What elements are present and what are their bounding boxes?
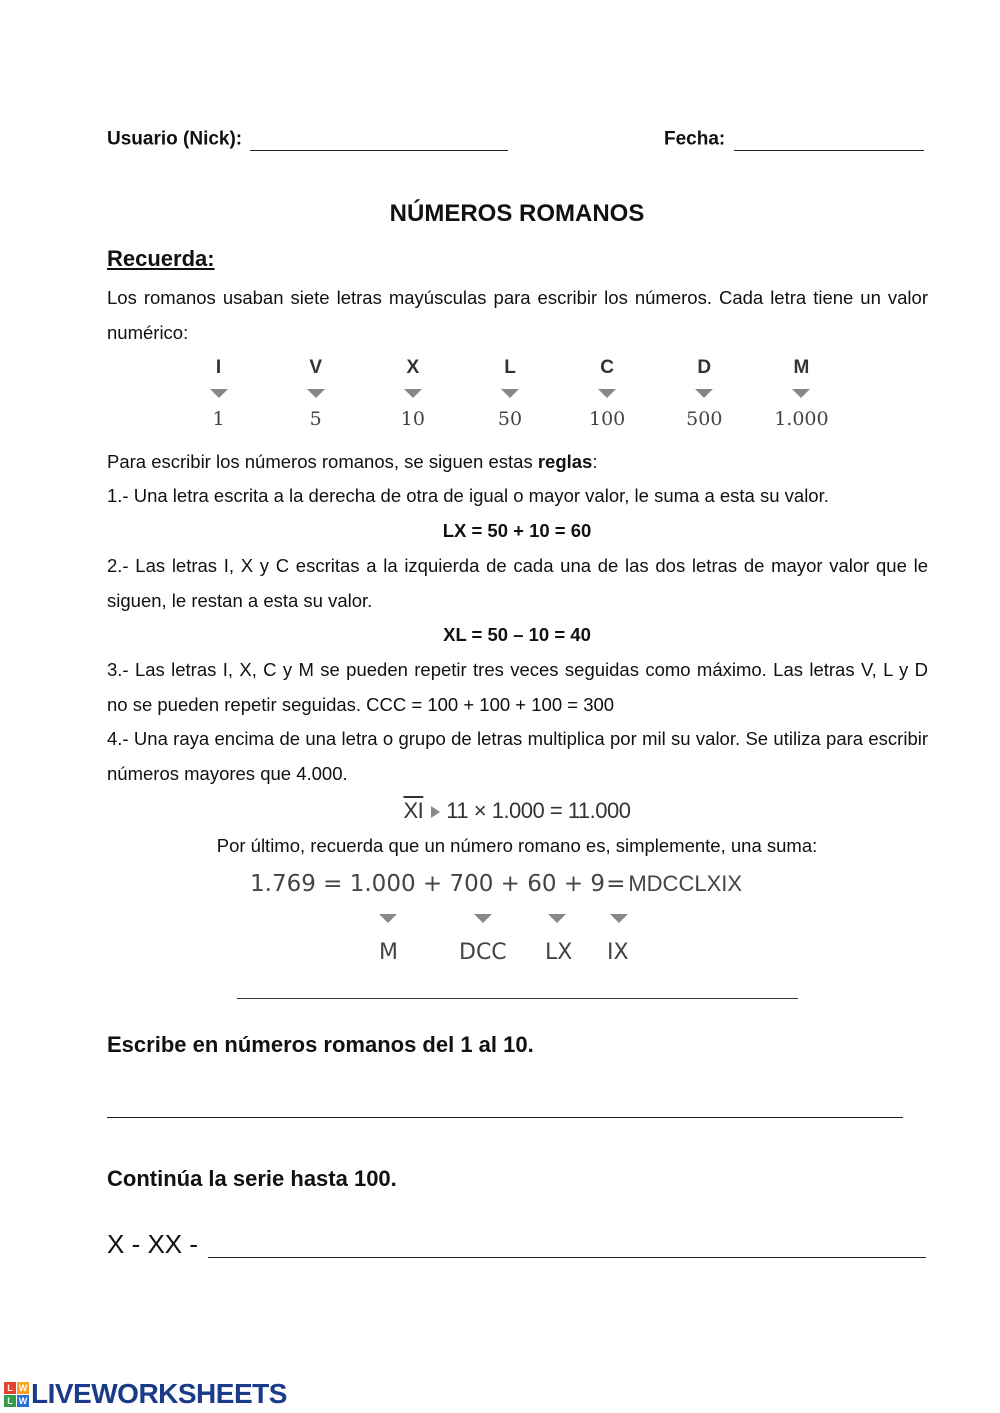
user-label: Usuario (Nick): xyxy=(107,128,243,150)
numeral-col xyxy=(753,356,850,432)
numeral-value: 10 xyxy=(400,408,425,430)
down-arrow-icon xyxy=(559,380,656,406)
down-arrow-icon xyxy=(610,914,628,923)
rules-intro xyxy=(107,445,928,480)
numeral-value: 1.000 xyxy=(774,408,829,430)
rules-intro-text: Para escribir los números romanos, se siguen estas xyxy=(107,451,538,472)
numeral-value: 50 xyxy=(497,408,523,430)
rules-colon: : xyxy=(592,451,598,472)
rule-4-equation: 11 × 1.000 = 11.000 xyxy=(446,798,631,823)
rule-4-example xyxy=(0,798,1000,824)
exercise-2-prompt: Continúa la serie hasta 100. xyxy=(107,1166,397,1191)
numeral-col xyxy=(461,356,558,432)
user-input[interactable] xyxy=(250,128,508,151)
sum-part: IX xyxy=(607,940,629,965)
numeral-letter: X xyxy=(406,357,420,378)
rule-1-example: LX = 50 + 10 = 60 xyxy=(442,520,592,541)
down-arrow-icon xyxy=(364,380,461,406)
rule-4: 4.- Una raya encima de una letra o grupo de letras multiplica por mil su valor. Se utiliza para escribir números mayores que 4.000. xyxy=(107,728,928,784)
numeral-value: 5 xyxy=(309,408,322,430)
rule-3: 3.- Las letras I, X, C y M se pueden repetir tres veces seguidas como máximo. Las letras V, L y D no se pueden repetir seguidas. CCC = 100 + 100 + 100 = 300 xyxy=(107,659,928,715)
overlined-numeral: $\overline{XI}$ xyxy=(403,798,424,823)
sum-equation-text: 1.769 = 1.000 + 700 + 60 + 9 xyxy=(250,871,606,897)
page-title: NÚMEROS ROMANOS xyxy=(389,200,645,227)
exercise-2-prefix: X - XX - xyxy=(107,1229,199,1259)
exercise-2-answer-input[interactable] xyxy=(208,1233,926,1258)
down-arrow-icon xyxy=(170,380,267,406)
numeral-letter: I xyxy=(215,357,222,378)
final-note: Por último, recuerda que un número romano es, simplemente, una suma: xyxy=(216,835,818,856)
numeral-col xyxy=(656,356,753,432)
logo-mark-icon xyxy=(4,1382,29,1407)
sum-equals: = xyxy=(606,871,626,897)
numeral-letter: V xyxy=(309,357,323,378)
down-arrow-icon xyxy=(474,914,492,923)
numerals-table xyxy=(170,356,850,432)
logo-mark-cell: L xyxy=(4,1395,16,1407)
down-arrow-icon xyxy=(267,380,364,406)
intro-paragraph: Los romanos usaban siete letras mayúsculas para escribir los números. Cada letra tiene un valor numérico: xyxy=(107,287,928,343)
liveworksheets-logo[interactable] xyxy=(4,1378,287,1410)
numeral-value: 1 xyxy=(212,408,225,430)
numeral-letter: D xyxy=(697,357,712,378)
sum-equation xyxy=(250,871,742,897)
date-input[interactable] xyxy=(734,128,924,151)
down-arrow-icon xyxy=(379,914,397,923)
numeral-letter: M xyxy=(793,357,810,378)
sum-result: MDCCLXIX xyxy=(628,871,743,896)
numeral-letter: C xyxy=(600,357,614,378)
exercise-1-prompt: Escribe en números romanos del 1 al 10. xyxy=(107,1032,534,1057)
logo-mark-cell: W xyxy=(18,1382,28,1393)
date-field-group xyxy=(664,128,924,151)
numeral-value: 500 xyxy=(686,408,723,430)
rules-word: reglas xyxy=(537,451,593,472)
numeral-col xyxy=(267,356,364,432)
numeral-col xyxy=(170,356,267,432)
sum-part: M xyxy=(379,940,398,965)
down-arrow-icon xyxy=(548,914,566,923)
down-arrow-icon xyxy=(656,380,753,406)
logo-mark-cell: L xyxy=(4,1382,16,1394)
exercise-1-answer-input[interactable] xyxy=(107,1095,903,1118)
sum-part: DCC xyxy=(459,940,507,965)
divider xyxy=(237,998,798,999)
user-field-group xyxy=(107,128,508,151)
rule-2-example: XL = 50 – 10 = 40 xyxy=(443,624,591,645)
recuerda-heading: Recuerda: xyxy=(107,246,215,271)
down-arrow-icon xyxy=(461,380,558,406)
date-label: Fecha: xyxy=(664,128,726,150)
down-arrow-icon xyxy=(753,380,850,406)
rule-1: 1.- Una letra escrita a la derecha de otra de igual o mayor valor, le suma a esta su valor. xyxy=(107,485,829,506)
logo-text: LIVEWORKSHEETS xyxy=(31,1378,287,1409)
logo-mark-cell: W xyxy=(18,1395,28,1406)
numeral-col xyxy=(364,356,461,432)
numeral-col xyxy=(559,356,656,432)
numeral-letter: L xyxy=(504,357,516,378)
numeral-value: 100 xyxy=(589,408,626,430)
sum-part: LX xyxy=(545,940,573,965)
pointer-arrow-icon xyxy=(431,806,440,818)
rule-2: 2.- Las letras I, X y C escritas a la izquierda de cada una de las dos letras de mayor valor que le siguen, le restan a esta su valor. xyxy=(107,555,928,611)
